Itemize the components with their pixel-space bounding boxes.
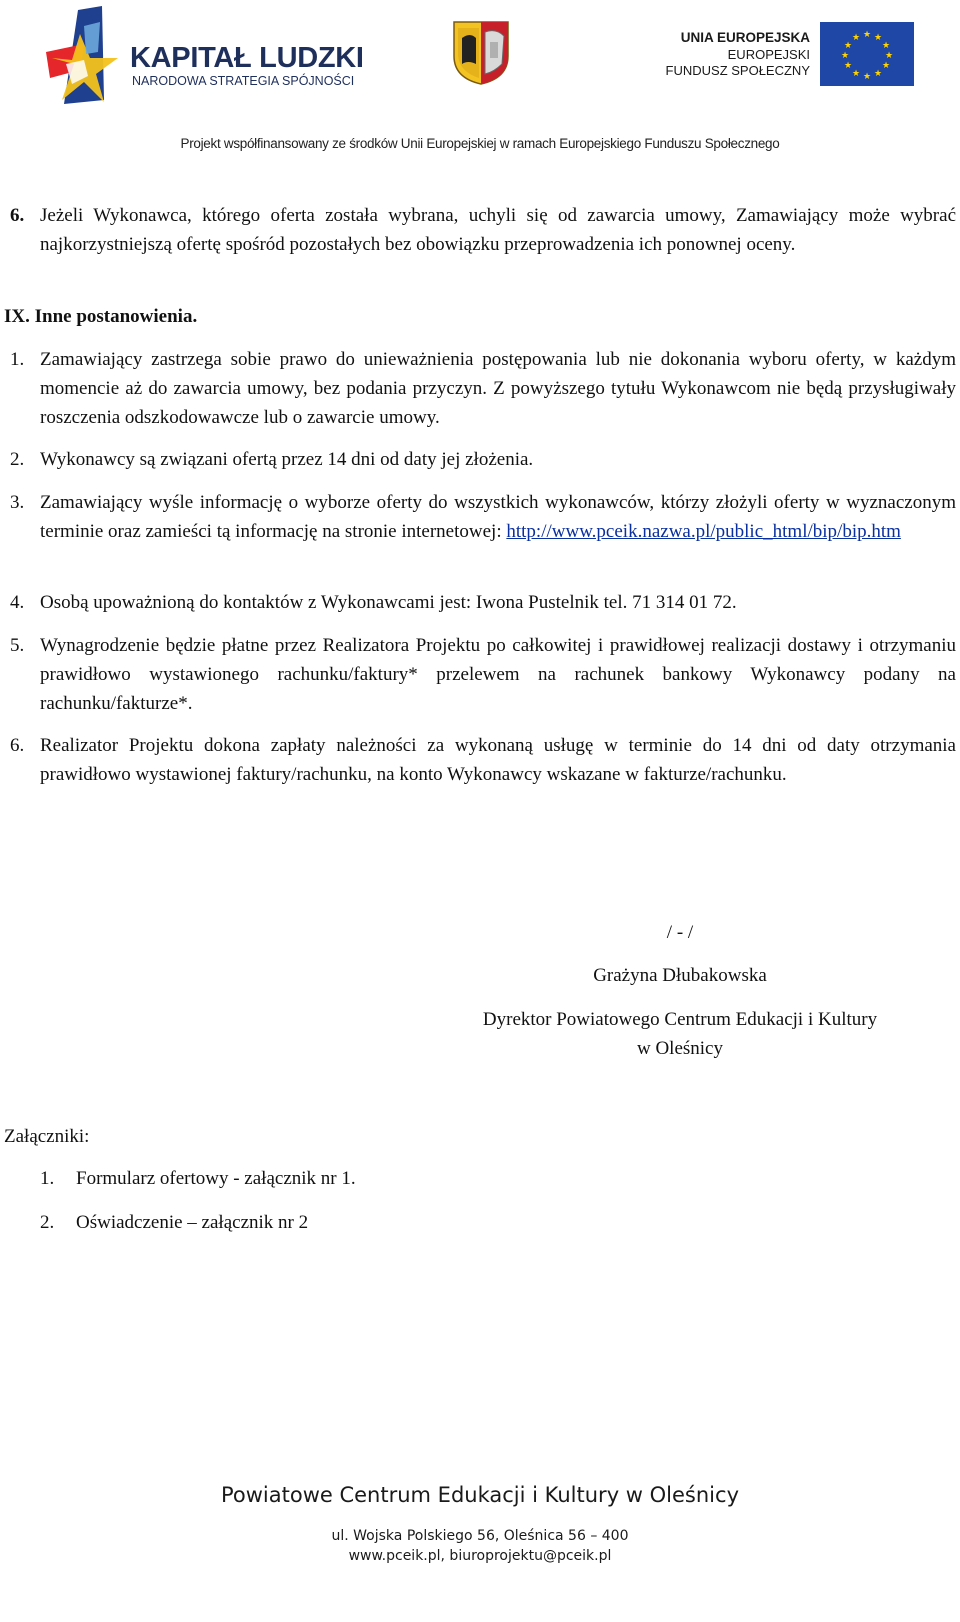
item-text: Osobą upoważnioną do kontaktów z Wykonawcami jest: Iwona Pustelnik tel. 71 314 01 72. (40, 592, 737, 613)
svg-text:★: ★ (873, 33, 883, 43)
item-text: Jeżeli Wykonawca, którego oferta została wybrana, uchyli się od zawarcia umowy, Zamawiający może wybrać najkorzystniejszą ofertę spośród pozostałych bez obowiązku przeprowadzenia ich ponownej oceny. (40, 205, 956, 255)
footer-web[interactable]: www.pceik.pl, biuroprojektu@pceik.pl (348, 1548, 612, 1564)
kapital-ludzki-star-logo-icon (44, 4, 124, 112)
svg-text:★: ★ (881, 41, 891, 51)
kapital-ludzki-title: KAPITAŁ LUDZKI (130, 42, 364, 74)
attachment-text: Oświadczenie – załącznik nr 2 (76, 1212, 309, 1233)
item-number: 6. (10, 205, 25, 226)
attachment-number: 2. (40, 1212, 55, 1233)
kapital-ludzki-subtitle: NARODOWA STRATEGIA SPÓJNOŚCI (132, 74, 355, 88)
svg-text:★: ★ (881, 61, 891, 71)
svg-text:★: ★ (862, 30, 872, 40)
svg-text:★: ★ (851, 69, 861, 79)
svg-text:★: ★ (843, 41, 853, 51)
bip-link[interactable]: http://www.pceik.nazwa.pl/public_html/bip/bip.htm (506, 521, 901, 542)
svg-text:★: ★ (851, 33, 861, 43)
signatory-title-line1: Dyrektor Powiatowego Centrum Edukacji i Kultury (482, 1009, 878, 1030)
footer-title: Powiatowe Centrum Edukacji i Kultury w Oleśnicy (220, 1483, 739, 1507)
eu-fund-line1: EUROPEJSKI (727, 47, 810, 62)
item-number: 3. (10, 492, 25, 513)
attachments-label: Załączniki: (4, 1126, 90, 1147)
section9-item-1 (10, 345, 956, 432)
item-number: 6. (10, 735, 25, 756)
attachment-number: 1. (40, 1168, 55, 1189)
item-number: 1. (10, 349, 25, 370)
cofinancing-note: Projekt współfinansowany ze środków Unii Europejskiej w ramach Europejskiego Funduszu Społecznego (180, 136, 780, 151)
section9-item-5 (10, 631, 956, 718)
item-text: Realizator Projektu dokona zapłaty należności za wykonaną usługę w terminie do 14 dni od daty otrzymania prawidłowo wystawionej faktury/rachunku, na konto Wykonawcy wskazane w fakturze/rachunku. (40, 735, 956, 785)
item-number: 2. (10, 449, 25, 470)
eu-fund-line2: FUNDUSZ SPOŁECZNY (665, 63, 810, 78)
eu-flag-icon (820, 22, 914, 86)
kapital-ludzki-logo (44, 4, 364, 112)
item-text: Wynagrodzenie będzie płatne przez Realizatora Projektu po całkowitej i prawidłowej realizacji dostawy i otrzymaniu prawidłowo wystawionego rachunku/faktury* przelewem na rachunek bankowy Wykonawcy podany na rachunku/fakturze*. (40, 635, 956, 714)
section9-item-4 (10, 588, 956, 617)
item-text: Zamawiający zastrzega sobie prawo do unieważnienia postępowania lub nie dokonania wyboru oferty, w każdym momencie aż do zawarcia umowy, bez podania przyczyn. Z powyższego tytułu Wykonawcom nie będą przysługiwały roszczenia odszkodowawcze lub o zawarcie umowy. (40, 349, 956, 428)
svg-text:★: ★ (884, 51, 894, 61)
section9-item-3 (10, 488, 956, 546)
attachment-item-1 (40, 1168, 356, 1190)
signatory-title-line2: w Oleśnicy (636, 1038, 723, 1059)
item-number: 4. (10, 592, 25, 613)
attachment-item-2 (40, 1212, 308, 1234)
item-text-body: Zamawiający wyśle informację o wyborze oferty do wszystkich wykonawców, którzy złożyli oferty w wyznaczonym terminie oraz zamieści tą informację na stronie internetowej: (40, 492, 956, 542)
signature-block (440, 918, 920, 1063)
section8-item-6 (10, 201, 956, 259)
svg-text:★: ★ (862, 72, 872, 82)
section9-heading: IX. Inne postanowienia. (4, 306, 198, 327)
signatory-name: Grażyna Dłubakowska (593, 965, 767, 986)
footer-address: ul. Wojska Polskiego 56, Oleśnica 56 – 400 (331, 1528, 629, 1544)
item-number: 5. (10, 635, 25, 656)
eu-title: UNIA EUROPEJSKA (680, 30, 810, 45)
item-text (40, 488, 956, 546)
coat-of-arms (452, 20, 510, 86)
svg-text:★: ★ (843, 61, 853, 71)
coat-of-arms-eagle-icon (452, 20, 510, 86)
attachment-text: Formularz ofertowy - załącznik nr 1. (76, 1168, 356, 1189)
svg-text:★: ★ (873, 69, 883, 79)
item-text: Wykonawcy są związani ofertą przez 14 dni od daty jej złożenia. (40, 449, 534, 470)
signature-mark: / - / (666, 922, 694, 943)
section9-item-6 (10, 731, 956, 789)
section9-item-2 (10, 445, 956, 474)
eu-logo (664, 22, 914, 88)
svg-text:★: ★ (840, 51, 850, 61)
